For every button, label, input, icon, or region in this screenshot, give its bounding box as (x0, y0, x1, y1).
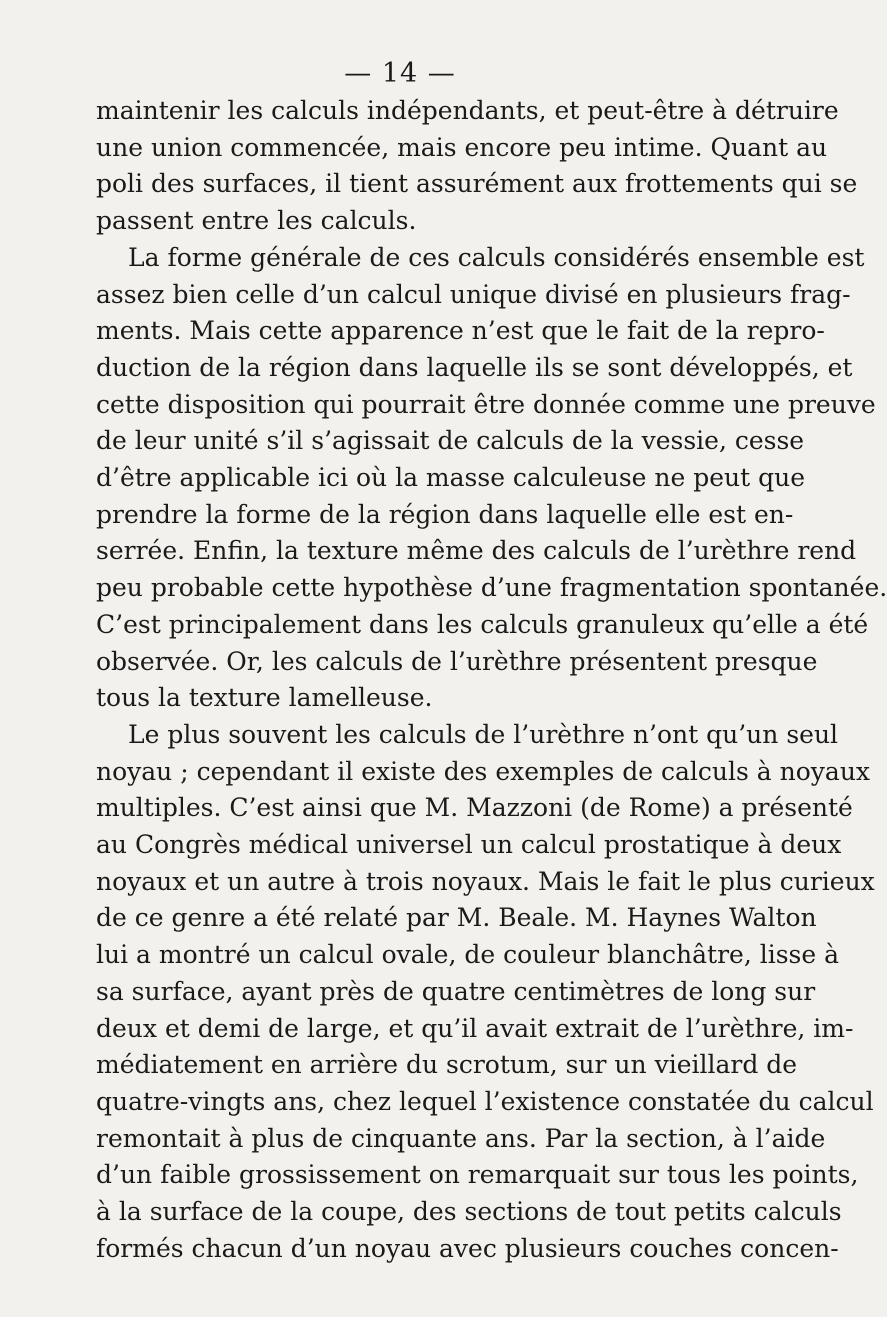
text-line: maintenir les calculs indépendants, et peut-être à détruire (96, 96, 839, 125)
text-line: deux et demi de large, et qu’il avait extrait de l’urèthre, im- (96, 1013, 854, 1043)
text-line: de ce genre a été relaté par M. Beale. M. Haynes Walton (96, 903, 817, 933)
text-line: de leur unité s’il s’agissait de calculs de la vessie, cesse (96, 426, 805, 456)
paragraph (96, 717, 875, 1268)
text-line: duction de la région dans laquelle ils se sont développés, et (96, 352, 853, 382)
page-number: — 14 — (344, 58, 456, 89)
text-line: multiples. C’est ainsi que M. Mazzoni (de Rome) a présenté (96, 793, 853, 823)
text-line: assez bien celle d’un calcul unique divisé en plusieurs frag- (96, 279, 851, 309)
text-line: poli des surfaces, il tient assurément aux frottements qui se (96, 169, 858, 199)
text-line: cette disposition qui pourrait être donnée comme une preuve (96, 389, 876, 419)
text-line: observée. Or, les calculs de l’urèthre présentent presque (96, 646, 818, 676)
text-line: médiatement en arrière du scrotum, sur un vieillard de (96, 1050, 798, 1080)
paragraph (96, 93, 858, 240)
text-line: à la surface de la coupe, des sections de tout petits calculs (96, 1197, 842, 1227)
text-line: remontait à plus de cinquante ans. Par la section, à l’aide (96, 1123, 826, 1153)
text-line: C’est principalement dans les calculs granuleux qu’elle a été (96, 609, 869, 639)
text-line: d’un faible grossissement on remarquait sur tous les points, (96, 1160, 859, 1190)
text-line: serrée. Enfin, la texture même des calculs de l’urèthre rend (96, 536, 857, 566)
body-text (96, 93, 887, 1268)
text-line: Le plus souvent les calculs de l’urèthre n’ont qu’un seul (128, 719, 839, 749)
text-line: tous la texture lamelleuse. (96, 683, 433, 713)
text-line: ments. Mais cette apparence n’est que le fait de la repro- (96, 316, 825, 346)
text-line: une union commencée, mais encore peu intime. Quant au (96, 132, 828, 162)
text-line: prendre la forme de la région dans laquelle elle est en- (96, 499, 794, 529)
text-line: sa surface, ayant près de quatre centimètres de long sur (96, 976, 816, 1006)
text-line: quatre-vingts ans, chez lequel l’existence constatée du calcul (96, 1086, 874, 1116)
text-line: noyaux et un autre à trois noyaux. Mais le fait le plus curieux (96, 866, 875, 896)
text-line: lui a montré un calcul ovale, de couleur blanchâtre, lisse à (96, 940, 840, 970)
text-line: passent entre les calculs. (96, 206, 417, 236)
text-line: La forme générale de ces calculs considérés ensemble est (128, 242, 865, 272)
text-line: d’être applicable ici où la masse calculeuse ne peut que (96, 463, 806, 493)
text-line: peu probable cette hypothèse d’une fragmentation spontanée. (96, 573, 887, 603)
paragraph (96, 240, 887, 717)
text-line: noyau ; cependant il existe des exemples de calculs à noyaux (96, 756, 871, 786)
text-line: formés chacun d’un noyau avec plusieurs couches concen- (96, 1233, 839, 1263)
text-line: au Congrès médical universel un calcul prostatique à deux (96, 830, 842, 860)
